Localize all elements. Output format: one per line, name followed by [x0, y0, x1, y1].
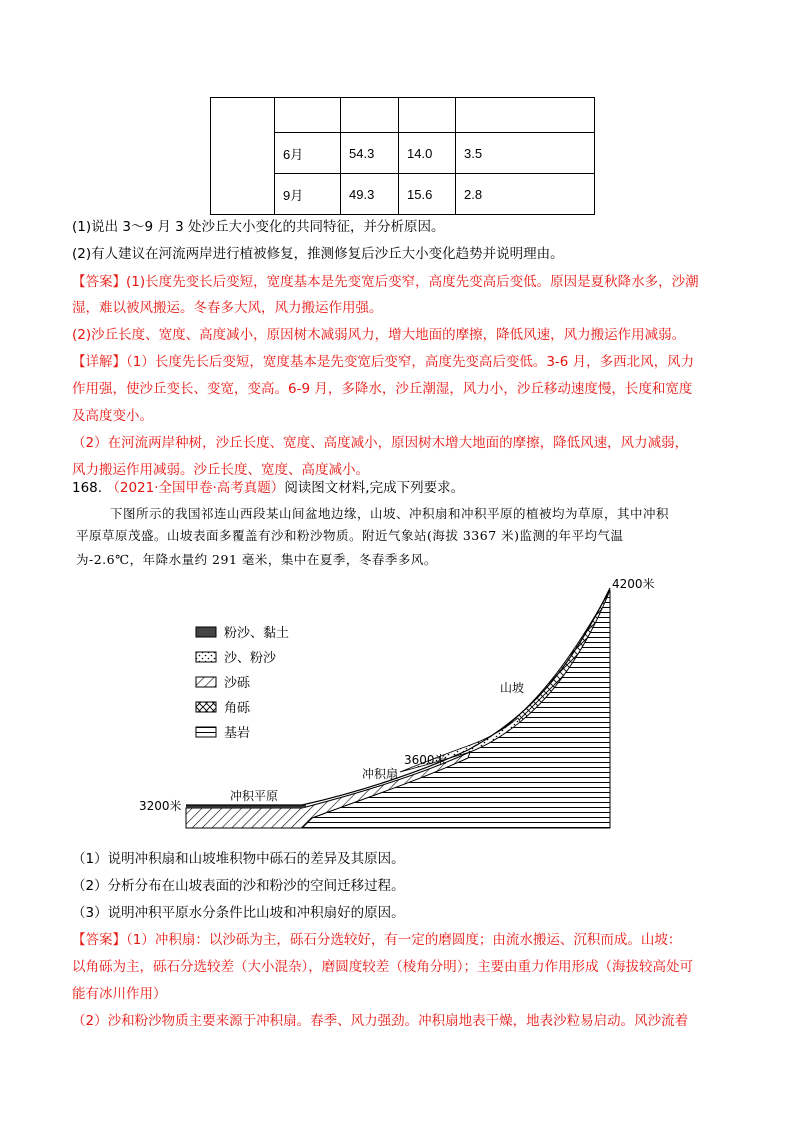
detail-line: 作用强，使沙丘变长、变宽，变高。6-9 月，多降水，沙丘潮湿，风力小，沙丘移动速度慢，长度和宽度 — [72, 381, 693, 397]
elevation-label-mid: 3600米 — [404, 753, 447, 767]
answer-line: 以角砾为主，砾石分选较差（大小混杂），磨圆度较差（棱角分明）；主要由重力作用形成（海拔较高处可 — [72, 959, 693, 975]
detail-line: （2）在河流两岸种树，沙丘长度、宽度、高度减小，原因树木增大地面的摩擦，降低风速，风力减弱， — [72, 435, 689, 451]
bedrock-layer — [302, 590, 610, 828]
question-168-2: （2）分析分布在山坡表面的沙和粉沙的空间迁移过程。 — [72, 878, 405, 894]
answer-line: 能有冰川作用） — [72, 986, 167, 1002]
legend-swatch-silt-clay — [196, 627, 216, 637]
legend-label: 粉沙、黏土 — [224, 626, 290, 641]
question-168-3: （3）说明冲积平原水分条件比山坡和冲积扇好的原因。 — [72, 905, 405, 921]
detail-line: 【详解】（1）长度先长后变短，宽度基本是先变宽后变窄，高度先变高后变低。3-6 月，多西北风，风力 — [72, 354, 695, 370]
table-cell — [456, 98, 595, 133]
legend-label: 角砾 — [224, 701, 251, 716]
table-cell: 6月 — [275, 133, 341, 174]
cross-section-diagram — [0, 570, 800, 840]
material-line: 下图所示的我国祁连山西段某山间盆地边缘，山坡、冲积扇和冲积平原的植被均为草原，其中冲积 — [110, 506, 670, 521]
material-line: 为-2.6℃，年降水量约 291 毫米，集中在夏季，冬春季多风。 — [76, 552, 437, 567]
table-cell — [341, 98, 399, 133]
answer-line: (2)沙丘长度、宽度、高度减小，原因树木减弱风力，增大地面的摩擦，降低风速，风力搬运作用减弱。 — [72, 327, 686, 343]
legend-label: 沙砾 — [224, 676, 251, 691]
table-cell: 54.3 — [341, 133, 399, 174]
table-row — [211, 98, 595, 133]
legend-swatch-sand-gravel — [196, 677, 216, 687]
table-cell: 3.5 — [456, 133, 595, 174]
table-cell — [275, 98, 341, 133]
dune-data-table — [210, 97, 595, 215]
question-167-1: (1)说出 3～9 月 3 处沙丘大小变化的共同特征，并分析原因。 — [72, 219, 445, 235]
legend-label: 基岩 — [224, 726, 251, 741]
detail-line: 风力搬运作用减弱。沙丘长度、宽度、高度减小。 — [72, 462, 369, 478]
table-cell: 49.3 — [341, 174, 399, 215]
question-167-2: (2)有人建议在河流两岸进行植被修复，推测修复后沙丘大小变化趋势并说明理由。 — [72, 246, 564, 262]
alluvial-plain-label: 冲积平原 — [230, 789, 279, 803]
table-cell: 9月 — [275, 174, 341, 215]
slope-label: 山坡 — [500, 681, 525, 695]
alluvial-fan-label: 冲积扇 — [362, 767, 399, 781]
material-line: 平原草原茂盛。山坡表面多覆盖有沙和粉沙物质。附近气象站(海拔 3367 米)监测的年平均气温 — [76, 528, 624, 543]
table-cell: 15.6 — [399, 174, 456, 215]
answer-line: 【答案】（1）冲积扇：以沙砾为主，砾石分选较好，有一定的磨圆度；由流水搬运、沉积而成。山坡： — [72, 932, 682, 948]
question-168-header — [72, 478, 464, 498]
table-cell — [399, 98, 456, 133]
answer-line: （2）沙和粉沙物质主要来源于冲积扇。春季、风力强劲。冲积扇地表干燥，地表沙粒易启动。风沙流着 — [72, 1013, 689, 1029]
table-cell: 14.0 — [399, 133, 456, 174]
question-168-1: （1）说明冲积扇和山坡堆积物中砾石的差异及其原因。 — [72, 851, 405, 867]
question-source: （2021·全国甲卷·高考真题） — [106, 480, 285, 496]
legend-swatch-bedrock — [196, 727, 216, 737]
table-cell — [211, 98, 275, 215]
legend-swatch-sand-silt — [196, 652, 216, 662]
table-cell: 2.8 — [456, 174, 595, 215]
elevation-label-top: 4200米 — [612, 577, 655, 591]
answer-line: 湿，难以被风搬运。冬春多大风，风力搬运作用强。 — [72, 300, 383, 316]
elevation-label-base: 3200米 — [139, 799, 182, 813]
legend — [196, 625, 289, 741]
question-number: 168. — [72, 480, 103, 496]
detail-line: 及高度变小。 — [72, 408, 153, 424]
legend-swatch-breccia — [196, 702, 216, 712]
question-instruction: 阅读图文材料,完成下列要求。 — [284, 480, 465, 496]
answer-line: 【答案】(1)长度先变长后变短，宽度基本是先变宽后变窄，高度先变高后变低。原因是夏秋降水多，沙潮 — [72, 274, 699, 290]
legend-label: 沙、粉沙 — [224, 651, 277, 666]
